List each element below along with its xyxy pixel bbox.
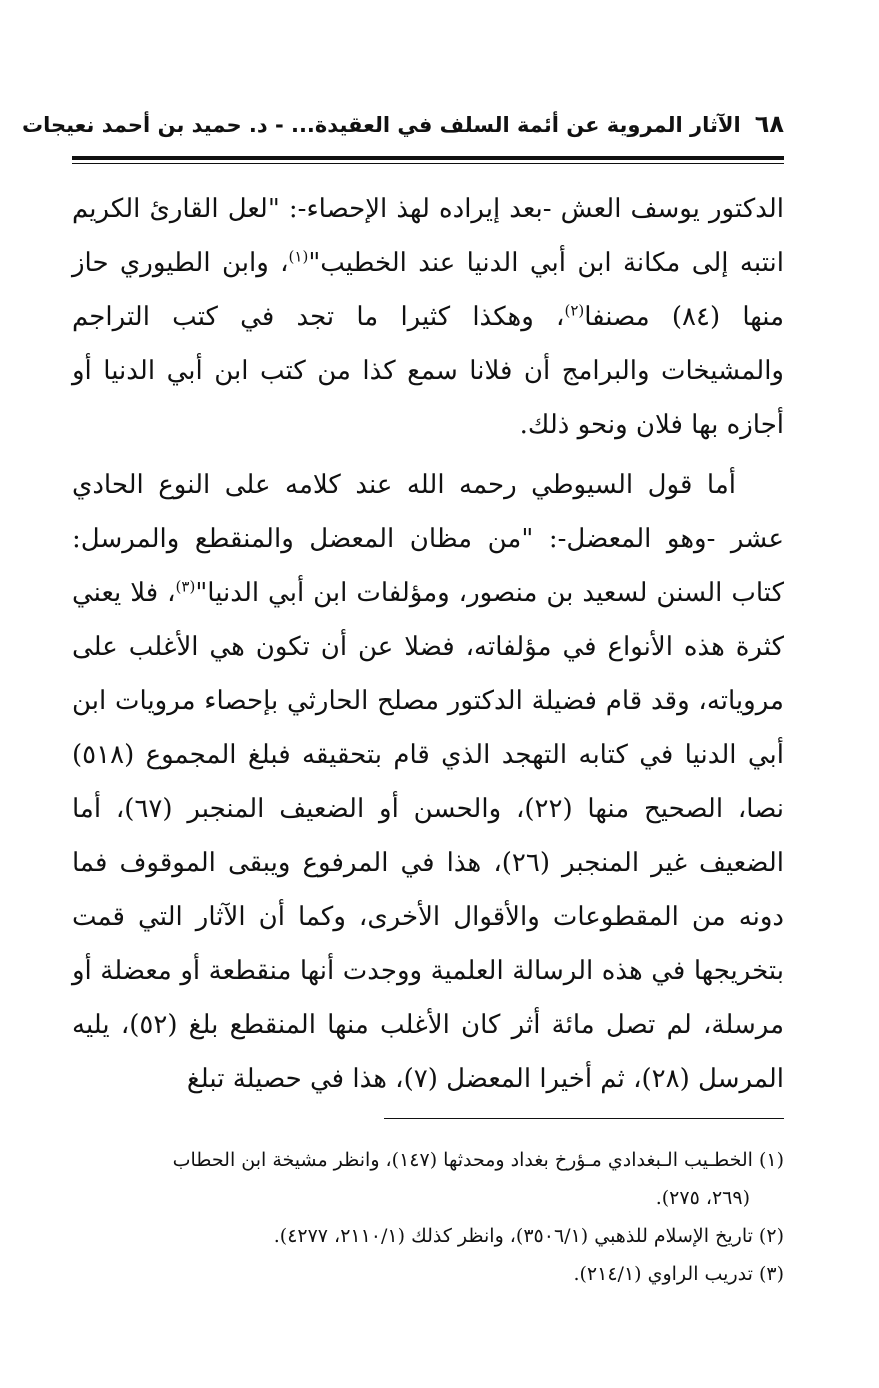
paragraph-1-text-c: ، وهكذا كثيرا ما تجد في كتب التراجم والمشيخات والبرامج أن فلانا سمع كذا من كتب ابن أبي الدنيا أو أجازه بها فلان ونحو ذلك.	[72, 302, 784, 440]
paragraph-2	[72, 458, 784, 1106]
paragraph-1-text-a: الدكتور يوسف العش -بعد إيراده لهذ الإحصاء-: "لعل القارئ الكريم انتبه إلى مكانة ابن أبي الدنيا عند الخطيب"	[72, 194, 784, 278]
footnote-ref-1: (١)	[288, 247, 309, 266]
book-page	[21, 110, 785, 1293]
header-rule-thin	[72, 163, 784, 164]
footnote-ref-2: (٢)	[564, 301, 585, 320]
paragraph-1	[72, 182, 784, 452]
paragraph-1-text-b: ، وابن الطيوري حاز منها (٨٤) مصنفا	[72, 248, 785, 332]
running-title: الآثار المروية عن أئمة السلف في العقيدة... - د. حميد بن أحمد نعيجات	[21, 113, 741, 137]
footnotes	[72, 1141, 784, 1293]
running-header	[21, 110, 784, 150]
footnote-ref-3: (٣)	[175, 577, 196, 596]
footnote-1: (١) الخطـيب الـبغدادي مـؤرخ بغداد ومحدثها (١٤٧)، وانظر مشيخة ابن الحطاب	[172, 1149, 784, 1171]
body-text	[72, 182, 784, 1106]
footnote-2: (٢) تاريخ الإسلام للذهبي (٣٥٠٦/١)، وانظر كذلك (٢١١٠/١، ٤٢٧٧).	[273, 1225, 784, 1247]
header-rule-thick	[72, 156, 784, 160]
paragraph-2-text-b: ، فلا يعني كثرة هذه الأنواع في مؤلفاته، فضلا عن أن تكون هي الأغلب على مروياته، وقد قام فضيلة الدكتور مصلح الحارثي بإحصاء مرويات ابن أبي الدنيا في كتابه التهجد الذي قام بتحقيقه فبلغ المجموع (٥١٨) نصا، الصحيح منها (٢٢)، والحسن أو الضعيف المنجبر (٦٧)، أما الضعيف غير المنجبر (٢٦)، هذا في المرفوع ويبقى الموقوف فما دونه من المقطوعات والأقوال الأخرى، وكما أن الآثار التي قمت بتخريجها في هذه الرسالة العلمية ووجدت أنها منقطعة أو معضلة أو مرسلة، لم تصل مائة أثر كان الأغلب منها المنقطع بلغ (٥٢)، يليه المرسل (٢٨)، ثم أخيرا المعضل (٧)، هذا في حصيلة تبلغ	[72, 578, 785, 1094]
footnote-separator	[384, 1118, 784, 1119]
footnote-3: (٣) تدريب الراوي (٢١٤/١).	[573, 1263, 784, 1285]
footnote-1-continuation: (٢٦٩، ٢٧٥).	[655, 1187, 750, 1209]
page-number: ٦٨	[754, 110, 784, 138]
paragraph-2-text-a: أما قول السيوطي رحمه الله عند كلامه على النوع الحادي عشر -وهو المعضل-: "من مظان المعضل والمنقطع والمرسل: كتاب السنن لسعيد بن منصور، ومؤلفات ابن أبي الدنيا"	[72, 470, 784, 608]
